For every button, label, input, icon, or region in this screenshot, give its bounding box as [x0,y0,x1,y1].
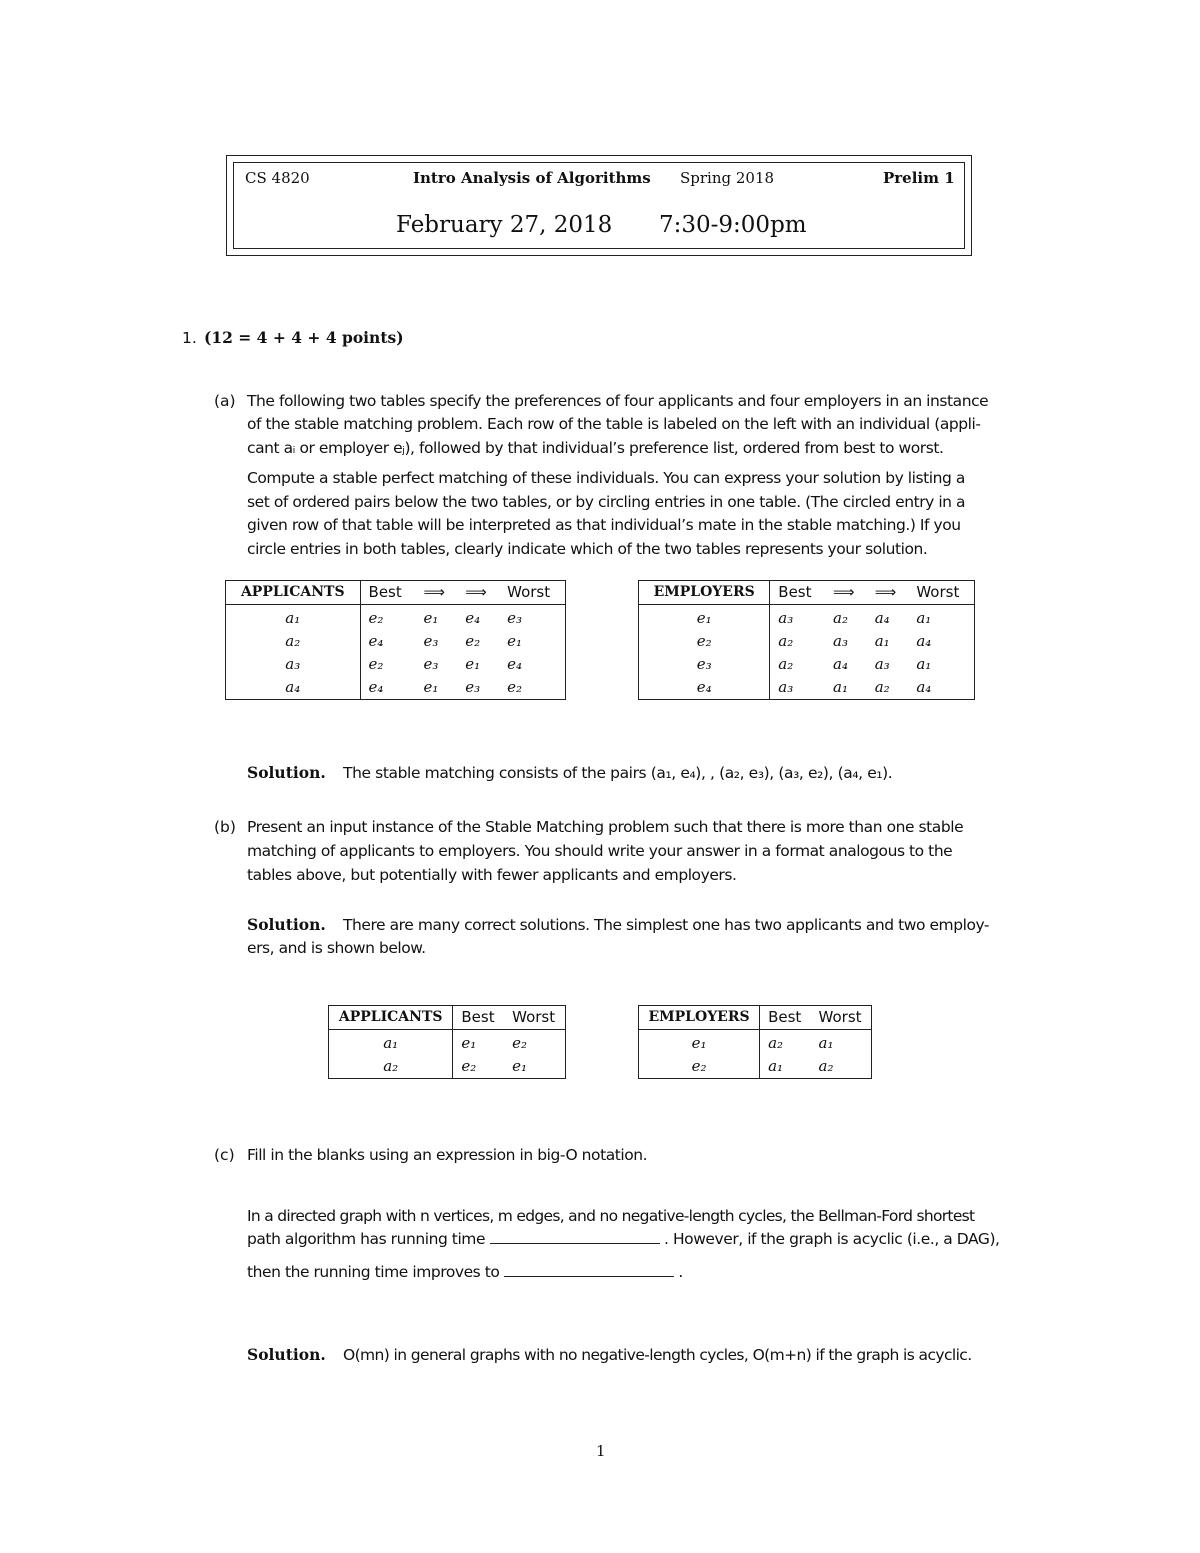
part-c-statement-line [247,1229,1000,1249]
table-cell: a₃ [778,678,794,696]
table-cell: a₁ [226,605,361,631]
solution-label: Solution. [247,1345,326,1364]
answer-blank-general[interactable] [490,1229,660,1244]
table-row [639,1030,872,1056]
table-header-cell: Worst [499,581,565,605]
table-cell: e₁ [639,1030,760,1056]
part-b-line: matching of applicants to employers. You should write your answer in a format analogous to the [247,842,953,860]
table-cell: a₁ [916,655,932,673]
table-cell: a₂ [329,1055,453,1079]
part-a-solution-text: The stable matching consists of the pairs (a₁, e₄), , (a₂, e₃), (a₃, e₂), (a₄, e₁). [343,764,893,782]
table-cell: e₂ [512,1034,528,1052]
table-cell: e₃ [465,678,481,696]
solution-label: Solution. [247,915,326,934]
table-row [329,1055,566,1079]
table-header-cell: ⟹ [825,581,867,605]
table-cell: a₁ [874,632,890,650]
part-a-line: circle entries in both tables, clearly indicate which of the two tables represents your solution. [247,540,928,558]
table-header-cell: Best [360,581,415,605]
term: Spring 2018 [680,169,775,187]
part-b-solution-line: There are many correct solutions. The simplest one has two applicants and two employ- [343,916,990,934]
part-c-text: then the running time improves to [247,1263,500,1281]
part-a-line: of the stable matching problem. Each row of the table is labeled on the left with an individual (appli- [247,415,981,433]
table-header-cell: APPLICANTS [329,1006,453,1030]
part-b-label: (b) [214,818,236,836]
table-cell: a₂ [768,1034,784,1052]
applicants-preference-table [225,580,566,700]
table-header-row [639,1006,872,1030]
table-cell: e₁ [461,1034,477,1052]
table-cell: a₃ [833,632,848,650]
part-b-line: Present an input instance of the Stable Matching problem such that there is more than one stable [247,818,964,836]
answer-blank-dag[interactable] [504,1262,674,1277]
table-row [639,676,975,700]
table-header-cell: ⟹ [457,581,499,605]
table-header-row [226,581,566,605]
table-cell: a₂ [226,630,361,653]
table-cell: e₃ [507,609,523,627]
table-row [639,1055,872,1079]
table-cell: a₁ [916,609,932,627]
table-row [639,630,975,653]
table-cell: a₁ [833,678,848,696]
table-cell: e₂ [465,632,481,650]
table-cell: e₂ [461,1057,477,1075]
example-employers-table [638,1005,872,1079]
table-cell: a₂ [874,678,890,696]
table-cell: e₂ [507,678,523,696]
table-cell: e₂ [639,1055,760,1079]
table-cell: a₂ [818,1057,834,1075]
part-c-statement-line: In a directed graph with n vertices, m edges, and no negative-length cycles, the Bellman-Ford shortest [247,1207,975,1225]
part-a-label: (a) [214,392,236,410]
exam-header-box [226,155,972,256]
table-cell: a₃ [226,653,361,676]
table-cell: a₄ [916,678,932,696]
table-cell: a₃ [778,609,794,627]
table-cell: e₁ [423,678,439,696]
table-cell: a₄ [874,609,890,627]
part-a-line: cant aᵢ or employer eⱼ), followed by that individual’s preference list, ordered from best to worst. [247,439,944,457]
table-row [226,605,566,631]
course-code: CS 4820 [245,169,310,187]
part-b-description [247,817,1047,884]
table-cell: a₂ [778,632,794,650]
table-cell: e₁ [465,655,481,673]
part-c-instruction: Fill in the blanks using an expression in big-O notation. [247,1146,648,1164]
table-cell: e₁ [639,605,770,631]
solution-label: Solution. [247,763,326,782]
part-c-text: . However, if the graph is acyclic (i.e., a DAG), [664,1230,1000,1248]
table-cell: e₂ [368,655,384,673]
table-cell: e₃ [423,632,439,650]
employers-preference-table [638,580,975,700]
table-cell: e₁ [423,609,439,627]
table-cell: a₂ [778,655,794,673]
table-cell: e₄ [507,655,523,673]
exam-date: February 27, 2018 [396,212,613,238]
table-header-cell: Best [453,1006,504,1030]
table-cell: a₁ [768,1057,784,1075]
part-a-line: The following two tables specify the preferences of four applicants and four employers in an instance [247,392,989,410]
table-header-cell: ⟹ [867,581,909,605]
table-cell: a₄ [226,676,361,700]
table-cell: a₃ [874,655,890,673]
problem-points: (12 = 4 + 4 + 4 points) [204,328,404,347]
course-title: Intro Analysis of Algorithms [413,169,651,187]
table-cell: a₄ [916,632,932,650]
table-row [639,653,975,676]
exam-name: Prelim 1 [883,169,955,187]
table-cell: e₄ [465,609,481,627]
table-cell: e₄ [639,676,770,700]
part-c-statement-line [247,1262,683,1282]
table-cell: a₁ [818,1034,834,1052]
table-cell: e₄ [368,632,384,650]
table-row [226,630,566,653]
table-cell: e₃ [639,653,770,676]
table-cell: e₂ [368,609,384,627]
table-cell: e₂ [639,630,770,653]
table-header-cell: Worst [504,1006,565,1030]
table-header-cell: EMPLOYERS [639,1006,760,1030]
exam-time: 7:30-9:00pm [659,212,807,238]
table-header-cell: ⟹ [415,581,457,605]
table-header-cell: Worst [908,581,974,605]
problem-number: 1. [182,329,197,347]
part-a-line: set of ordered pairs below the two tables, or by circling entries in one table. (The circled entry in a [247,493,966,511]
table-row [226,653,566,676]
part-b-solution-line: ers, and is shown below. [247,939,426,957]
table-cell: e₃ [423,655,439,673]
part-a-line: Compute a stable perfect matching of these individuals. You can express your solution by listing a [247,469,965,487]
part-c-text: . [678,1263,683,1281]
table-header-cell: Best [760,1006,811,1030]
table-header-cell: EMPLOYERS [639,581,770,605]
table-header-cell: Worst [811,1006,872,1030]
table-cell: e₁ [512,1057,528,1075]
table-row [639,605,975,631]
table-cell: a₄ [833,655,848,673]
example-applicants-table [328,1005,566,1079]
table-header-cell: Best [770,581,825,605]
table-header-cell: APPLICANTS [226,581,361,605]
table-cell: e₄ [368,678,384,696]
table-cell: a₁ [329,1030,453,1056]
table-cell: e₁ [507,632,523,650]
part-c-solution-text: O(mn) in general graphs with no negative-length cycles, O(m+n) if the graph is acyclic. [343,1346,972,1364]
part-a-line: given row of that table will be interpreted as that individual’s mate in the stable matching.) If you [247,516,961,534]
table-cell: a₂ [833,609,848,627]
part-a-description [247,391,1047,558]
page-number: 1 [596,1442,606,1460]
part-b-line: tables above, but potentially with fewer applicants and employers. [247,866,737,884]
part-c-label: (c) [214,1146,235,1164]
table-header-row [639,581,975,605]
table-header-row [329,1006,566,1030]
part-c-text: path algorithm has running time [247,1230,486,1248]
table-row [329,1030,566,1056]
table-row [226,676,566,700]
